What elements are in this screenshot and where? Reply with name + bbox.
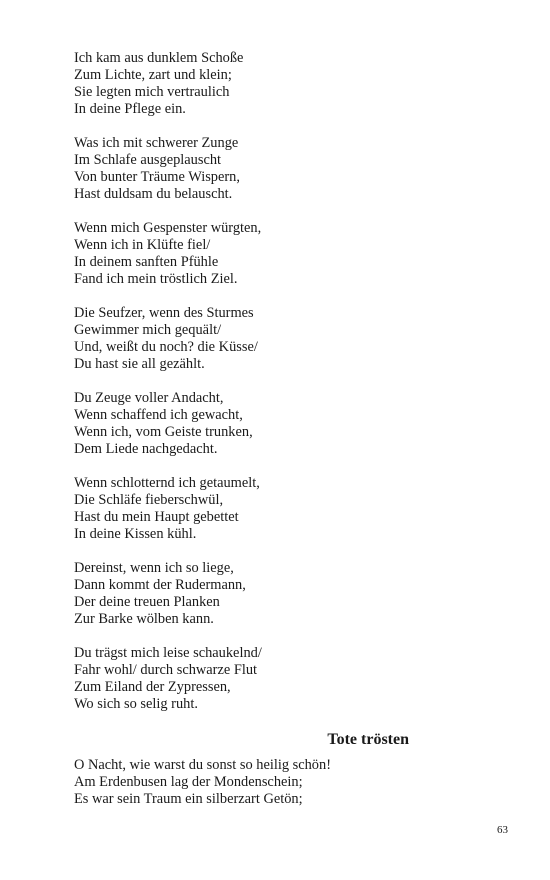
verse-line: Sie legten mich vertraulich — [74, 84, 230, 100]
stanza-6 — [74, 475, 494, 543]
verse-line: Die Seufzer, wenn des Sturmes — [74, 305, 254, 321]
verse-line: Dann kommt der Rudermann, — [74, 577, 246, 593]
poem-title: Tote trösten — [327, 731, 409, 748]
verse-line: Zur Barke wölben kann. — [74, 611, 214, 627]
verse-line: In deine Kissen kühl. — [74, 526, 197, 542]
verse-line: Im Schlafe ausgeplauscht — [74, 152, 222, 168]
verse-line: Wenn mich Gespenster würgten, — [74, 220, 262, 236]
verse-line: Dem Liede nachgedacht. — [74, 441, 218, 457]
verse-line: Du hast sie all gezählt. — [74, 356, 205, 372]
verse-line: Der deine treuen Planken — [74, 594, 220, 610]
verse-line: Wenn ich in Klüfte fiel/ — [74, 237, 211, 253]
verse-line: Fand ich mein tröstlich Ziel. — [74, 271, 238, 287]
stanza-8 — [74, 645, 494, 713]
poem-body — [74, 50, 494, 730]
stanza-7 — [74, 560, 494, 628]
page-number: 63 — [497, 824, 508, 836]
stanza-2 — [74, 135, 494, 203]
verse-line: Was ich mit schwerer Zunge — [74, 135, 239, 151]
verse-line: Die Schläfe fieberschwül, — [74, 492, 224, 508]
verse-line: Wenn schlotternd ich getaumelt, — [74, 475, 260, 491]
stanza-4 — [74, 305, 494, 373]
verse-line: Am Erdenbusen lag der Mondenschein; — [74, 774, 303, 790]
stanza-3 — [74, 220, 494, 288]
stanza-1 — [74, 50, 494, 118]
verse-line: Zum Lichte, zart und klein; — [74, 67, 232, 83]
verse-line: In deine Pflege ein. — [74, 101, 186, 117]
stanza-5 — [74, 390, 494, 458]
verse-line: Und, weißt du noch? die Küsse/ — [74, 339, 258, 355]
verse-line: Gewimmer mich gequält/ — [74, 322, 222, 338]
verse-line: Du trägst mich leise schaukelnd/ — [74, 645, 262, 661]
verse-line: Hast duldsam du belauscht. — [74, 186, 233, 202]
verse-line: Es war sein Traum ein silberzart Getön; — [74, 791, 303, 807]
verse-line: Ich kam aus dunklem Schoße — [74, 50, 244, 66]
verse-line: Wenn schaffend ich gewacht, — [74, 407, 243, 423]
verse-line: Dereinst, wenn ich so liege, — [74, 560, 234, 576]
verse-line: O Nacht, wie warst du sonst so heilig schön! — [74, 757, 331, 773]
verse-line: Zum Eiland der Zypressen, — [74, 679, 231, 695]
verse-line: Von bunter Träume Wispern, — [74, 169, 240, 185]
verse-line: In deinem sanften Pfühle — [74, 254, 219, 270]
verse-line: Wo sich so selig ruht. — [74, 696, 198, 712]
verse-line: Wenn ich, vom Geiste trunken, — [74, 424, 253, 440]
verse-line: Hast du mein Haupt gebettet — [74, 509, 239, 525]
poem-2-body — [74, 757, 494, 808]
verse-line: Fahr wohl/ durch schwarze Flut — [74, 662, 258, 678]
verse-line: Du Zeuge voller Andacht, — [74, 390, 224, 406]
